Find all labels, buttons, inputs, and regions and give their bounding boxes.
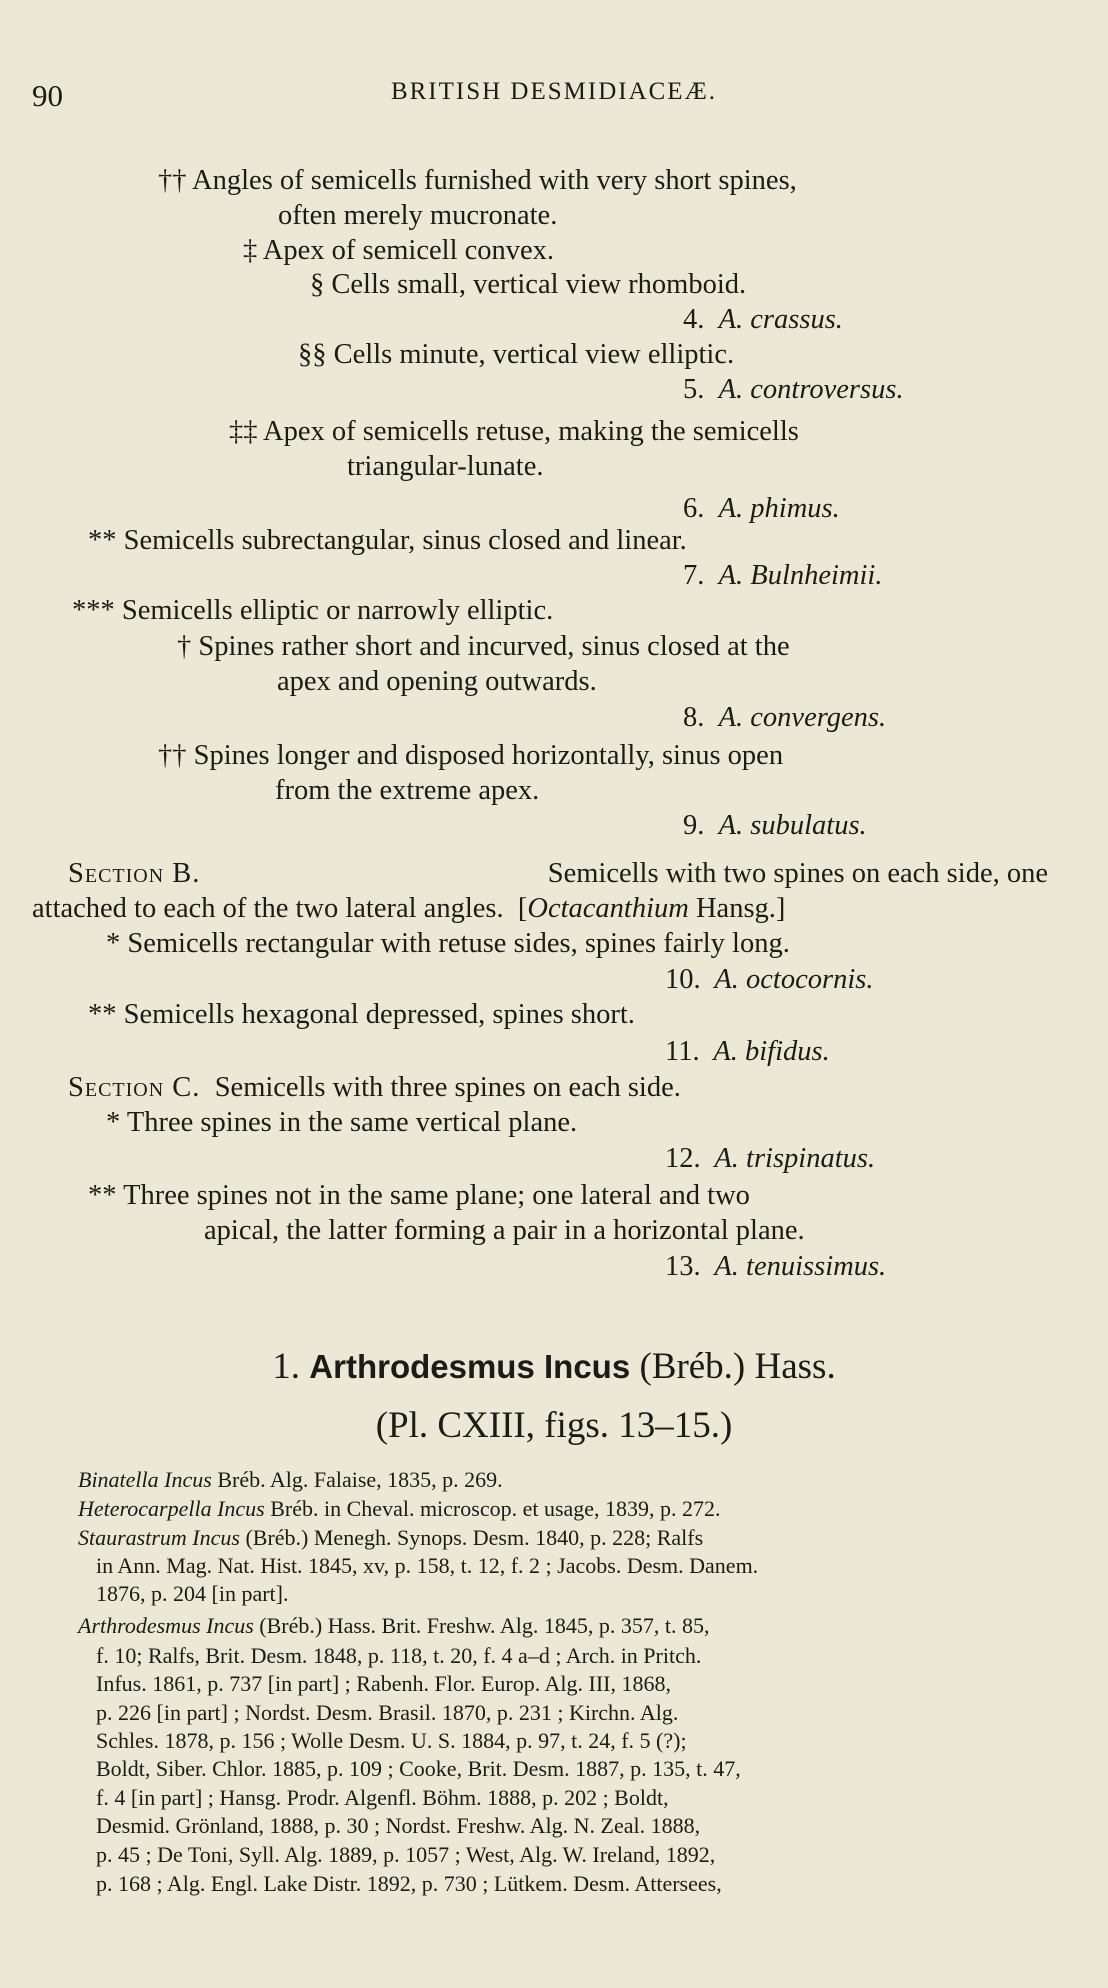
key-line: often merely mucronate.: [278, 200, 558, 231]
key-line: § Cells small, vertical view rhomboid.: [310, 269, 747, 300]
key-line: ** Semicells subrectangular, sinus closed and linear.: [88, 525, 687, 556]
section-b-line2: attached to each of the two lateral angles. [Octacanthium Hansg.]: [32, 893, 786, 924]
section-c-label: Section C.: [68, 1072, 201, 1103]
synonymy-line: Heterocarpella Incus Bréb. in Cheval. microscop. et usage, 1839, p. 272.: [78, 1496, 721, 1521]
section-c-line1: Section C. Semicells with three spines on each side.: [68, 1072, 681, 1103]
key-line: † Spines rather short and incurved, sinus closed at the: [177, 631, 790, 662]
key-line: §§ Cells minute, vertical view elliptic.: [298, 339, 735, 370]
species-entry: 4. A. crassus.: [683, 304, 843, 335]
key-line: †† Angles of semicells furnished with very short spines,: [158, 165, 797, 196]
species-entry: 6. A. phimus.: [683, 493, 840, 524]
synonymy-line: p. 168 ; Alg. Engl. Lake Distr. 1892, p. 730 ; Lütkem. Desm. Attersees,: [96, 1871, 722, 1896]
synonymy-line: Boldt, Siber. Chlor. 1885, p. 109 ; Cooke, Brit. Desm. 1887, p. 135, t. 47,: [96, 1756, 741, 1781]
key-line: apex and opening outwards.: [277, 666, 597, 697]
species-entry: 8. A. convergens.: [683, 702, 887, 733]
synonymy-line: f. 4 [in part] ; Hansg. Prodr. Algenfl. Böhm. 1888, p. 202 ; Boldt,: [96, 1785, 669, 1810]
synonymy-line: in Ann. Mag. Nat. Hist. 1845, xv, p. 158, t. 12, f. 2 ; Jacobs. Desm. Danem.: [96, 1553, 759, 1578]
section-b-line1: Section B. Semicells with two spines on each side, one: [68, 858, 1048, 889]
section-b-lead-a: * Semicells rectangular with retuse sides, spines fairly long.: [106, 928, 790, 959]
synonymy-line: Schles. 1878, p. 156 ; Wolle Desm. U. S. 1884, p. 97, t. 24, f. 5 (?);: [96, 1728, 687, 1753]
species-heading: 1. Arthrodesmus Incus (Bréb.) Hass.: [272, 1346, 836, 1387]
section-c-lead-b: ** Three spines not in the same plane; one lateral and two: [88, 1180, 750, 1211]
key-line: ‡‡ Apex of semicells retuse, making the semicells: [229, 416, 799, 447]
synonymy-line: f. 10; Ralfs, Brit. Desm. 1848, p. 118, t. 20, f. 4 a–d ; Arch. in Pritch.: [96, 1643, 702, 1668]
species-13: 13. A. tenuissimus.: [665, 1251, 887, 1282]
page-number: 90: [32, 78, 63, 113]
plate-reference: (Pl. CXIII, figs. 13–15.): [375, 1405, 733, 1446]
key-line: triangular-lunate.: [347, 451, 544, 482]
synonymy-line: Desmid. Grönland, 1888, p. 30 ; Nordst. Freshw. Alg. N. Zeal. 1888,: [96, 1813, 701, 1838]
species-entry: 5. A. controversus.: [683, 374, 904, 405]
synonymy-line: p. 226 [in part] ; Nordst. Desm. Brasil. 1870, p. 231 ; Kirchn. Alg.: [96, 1700, 679, 1725]
section-c-lead-a: * Three spines in the same vertical plane.: [106, 1107, 578, 1138]
species-entry: 9. A. subulatus.: [683, 810, 867, 841]
synonymy-line: Staurastrum Incus (Bréb.) Menegh. Synops. Desm. 1840, p. 228; Ralfs: [78, 1525, 704, 1550]
species-10: 10. A. octocornis.: [665, 964, 874, 995]
key-line: ‡ Apex of semicell convex.: [243, 235, 555, 266]
running-title: BRITISH DESMIDIACEÆ.: [390, 78, 718, 105]
section-b-lead-b: ** Semicells hexagonal depressed, spines short.: [88, 999, 635, 1030]
synonymy-line: Binatella Incus Bréb. Alg. Falaise, 1835, p. 269.: [78, 1467, 503, 1492]
species-entry: 7. A. Bulnheimii.: [683, 560, 883, 591]
synonymy-line: Infus. 1861, p. 737 [in part] ; Rabenh. Flor. Europ. Alg. III, 1868,: [96, 1671, 671, 1696]
synonymy-line: Arthrodesmus Incus (Bréb.) Hass. Brit. Freshw. Alg. 1845, p. 357, t. 85,: [78, 1613, 710, 1638]
key-line: from the extreme apex.: [275, 775, 540, 806]
species-12: 12. A. trispinatus.: [665, 1143, 876, 1174]
synonymy-line: p. 45 ; De Toni, Syll. Alg. 1889, p. 1057 ; West, Alg. W. Ireland, 1892,: [96, 1842, 716, 1867]
species-11: 11. A. bifidus.: [665, 1036, 830, 1067]
section-b-label: Section B.: [68, 858, 201, 889]
synonymy-line: 1876, p. 204 [in part].: [96, 1581, 289, 1606]
key-line: *** Semicells elliptic or narrowly elliptic.: [72, 595, 554, 626]
section-c-lead-b-cont: apical, the latter forming a pair in a horizontal plane.: [204, 1215, 805, 1246]
key-line: †† Spines longer and disposed horizontally, sinus open: [158, 740, 784, 771]
